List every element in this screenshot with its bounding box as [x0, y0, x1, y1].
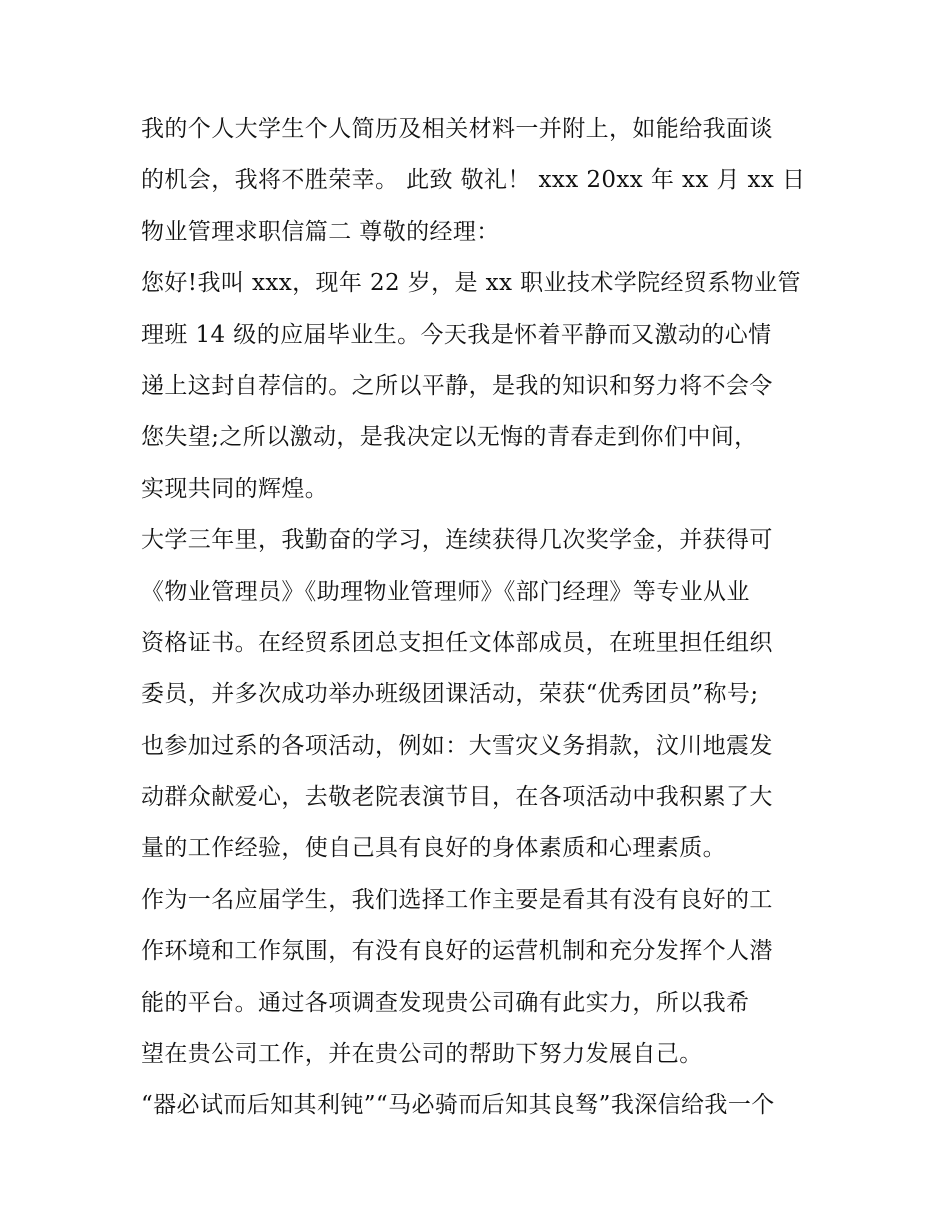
text-line: 我的个人大学生个人简历及相关材料一并附上，如能给我面谈: [141, 116, 773, 142]
text-line: 的机会，我将不胜荣幸。 此致 敬礼！ xxx 20xx 年 xx 月 xx 日: [141, 167, 806, 194]
text-line: 您失望;之所以激动，是我决定以无悔的青春走到你们中间，: [141, 424, 758, 451]
text-line: 作为一名应届学生，我们选择工作主要是看其有没有良好的工: [141, 886, 773, 913]
text-line: 大学三年里，我勤奋的学习，连续获得几次奖学金，并获得可: [141, 527, 773, 554]
text-line: 望在贵公司工作，并在贵公司的帮助下努力发展自己。: [141, 1041, 703, 1068]
text-line: 递上这封自荐信的。之所以平静，是我的知识和努力将不会令: [141, 372, 773, 399]
text-line: 也参加过系的各项活动，例如：大雪灾义务捐款，汶川地震发: [141, 732, 773, 759]
text-line: 量的工作经验，使自己具有良好的身体素质和心理素质。: [141, 835, 726, 862]
text-line: 实现共同的辉煌。: [141, 475, 329, 502]
text-line: 您好!我叫 xxx，现年 22 岁，是 xx 职业技术学院经贸系物业管: [141, 270, 801, 297]
text-line: 动群众献爱心，去敬老院表演节目，在各项活动中我积累了大: [141, 784, 773, 811]
text-line: 作环境和工作氛围，有没有良好的运营机制和充分发挥个人潜: [141, 938, 773, 965]
section-heading-line: 物业管理求职信篇二 尊敬的经理：: [141, 218, 500, 245]
text-line: “器必试而后知其利钝”“马必骑而后知其良驽”我深信给我一个: [141, 1092, 775, 1119]
text-line: 能的平台。通过各项调查发现贵公司确有此实力，所以我希: [141, 989, 750, 1016]
text-line: 《物业管理员》《助理物业管理师》《部门经理》等专业从业: [141, 578, 750, 605]
text-line: 资格证书。在经贸系团总支担任文体部成员，在班里担任组织: [141, 629, 773, 656]
text-line: 理班 14 级的应届毕业生。今天我是怀着平静而又激动的心情: [141, 321, 772, 348]
text-line: 委员，并多次成功举办班级团课活动，荣获“优秀团员”称号;: [141, 681, 759, 708]
document-body: [141, 104, 821, 1132]
